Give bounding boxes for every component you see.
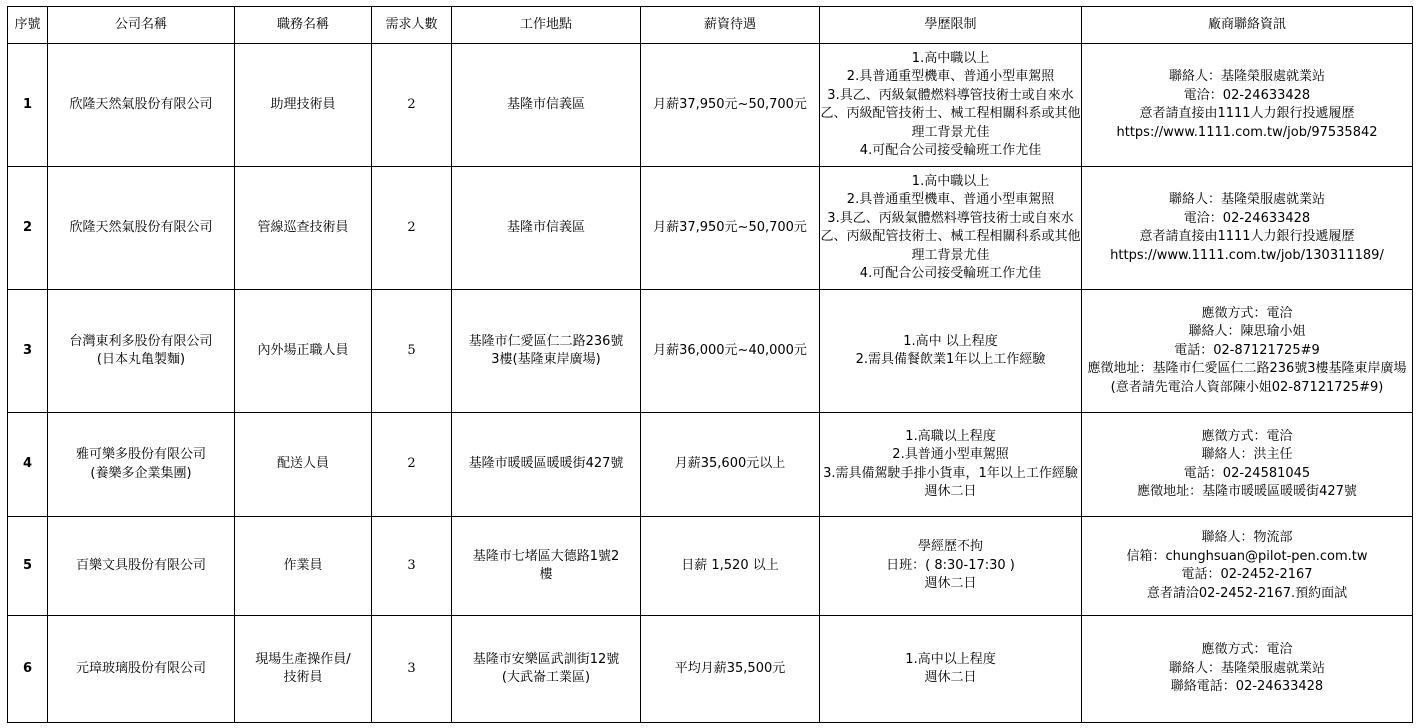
contact-info — [1082, 616, 1413, 723]
header-position: 職務名稱 — [235, 7, 372, 44]
salary: 月薪37,950元~50,700元 — [641, 44, 820, 167]
contact-line: 應徵方式：電洽 — [1201, 305, 1293, 321]
location-line: 基隆市信義區 — [506, 219, 585, 235]
row-number: 5 — [8, 517, 48, 616]
row-number: 3 — [8, 290, 48, 413]
contact-info — [1082, 44, 1413, 167]
salary: 月薪36,000元~40,000元 — [641, 290, 820, 413]
position-name — [235, 413, 372, 517]
contact-line: 電話：02-87121725#9 — [1174, 342, 1320, 358]
table-row — [8, 517, 1413, 616]
education-line: 1.高中 以上程度 — [903, 333, 998, 349]
email-link[interactable]: 信箱：chunghsuan@pilot-pen.com.tw — [1126, 548, 1368, 564]
table-row — [8, 413, 1413, 517]
company-name — [48, 616, 235, 723]
position-line: 配送人員 — [276, 456, 329, 472]
location-line: 基隆市安樂區武訓街12號 — [472, 651, 620, 667]
work-location — [452, 517, 641, 616]
contact-line: 電洽：02-24633428 — [1183, 87, 1311, 103]
position-line: 內外場正職人員 — [257, 342, 349, 358]
work-location — [452, 413, 641, 517]
position-line: 助理技術員 — [270, 96, 336, 112]
salary: 月薪37,950元~50,700元 — [641, 167, 820, 290]
contact-info — [1082, 167, 1413, 290]
job-link[interactable]: https://www.1111.com.tw/job/130311189/ — [1110, 247, 1384, 263]
contact-line: 意者請直接由1111人力銀行投遞履歷 — [1139, 229, 1355, 244]
contact-line: 意者請洽02-2452-2167.預約面試 — [1146, 585, 1348, 601]
education-line: 週休二日 — [924, 576, 977, 592]
header-count: 需求人數 — [372, 7, 452, 44]
header-contact: 廠商聯絡資訊 — [1082, 7, 1413, 44]
header-company: 公司名稱 — [48, 7, 235, 44]
position-line: 作業員 — [283, 557, 323, 573]
contact-line: 聯絡人：物流部 — [1201, 530, 1293, 545]
job-link[interactable]: https://www.1111.com.tw/job/97535842 — [1116, 124, 1378, 140]
contact-line: 應徵地址：基隆市仁愛區仁二路236號3樓基隆東岸廣場(意者請先電洽人資部陳小姐02-87121725#9) — [1087, 361, 1407, 395]
salary: 平均月薪35,500元 — [641, 616, 820, 723]
headcount: 2 — [372, 44, 452, 167]
location-line: 基隆市七堵區大德路1號2 — [472, 548, 620, 564]
contact-info — [1082, 290, 1413, 413]
company-name — [48, 290, 235, 413]
contact-line: 意者請直接由1111人力銀行投遞履歷 — [1139, 106, 1355, 121]
education-line: 週休二日 — [924, 670, 977, 685]
education-line: 3.具乙、丙級氣體燃料導管技術士或自來水乙、丙級配管技術士、械工程相關科系或其他理工背景尤佳 — [820, 210, 1081, 263]
work-location — [452, 44, 641, 167]
contact-line: 電話：02-24581045 — [1183, 465, 1311, 481]
row-number: 4 — [8, 413, 48, 517]
header-education: 學歷限制 — [820, 7, 1082, 44]
contact-line: 應徵方式：電洽 — [1201, 428, 1293, 444]
location-line: 3樓(基隆東岸廣場) — [491, 352, 601, 367]
education-requirements — [820, 517, 1082, 616]
education-line: 2.需具備餐飲業1年以上工作經驗 — [855, 352, 1046, 367]
education-requirements — [820, 167, 1082, 290]
education-line: 1.高中以上程度 — [905, 651, 996, 667]
table-row — [8, 290, 1413, 413]
company-line: 台灣東利多股份有限公司 — [69, 333, 213, 349]
header-no: 序號 — [8, 7, 48, 44]
company-line: 雅可樂多股份有限公司 — [75, 447, 206, 462]
company-line: 百樂文具股份有限公司 — [75, 557, 206, 573]
headcount: 5 — [372, 290, 452, 413]
headcount: 3 — [372, 616, 452, 723]
contact-info — [1082, 517, 1413, 616]
company-line: (養樂多企業集團) — [90, 465, 192, 481]
contact-line: 聯絡人：基隆榮服處就業站 — [1168, 660, 1325, 676]
headcount: 3 — [372, 517, 452, 616]
education-line: 4.可配合公司接受輪班工作尤佳 — [859, 266, 1042, 281]
company-name — [48, 517, 235, 616]
education-line: 2.具普通小型車駕照 — [892, 447, 1009, 462]
row-number: 6 — [8, 616, 48, 723]
work-location — [452, 290, 641, 413]
contact-line: 聯絡電話：02-24633428 — [1170, 679, 1324, 695]
company-name — [48, 44, 235, 167]
position-line: 現場生產操作員/ — [255, 651, 351, 667]
education-line: 1.高職以上程度 — [905, 428, 996, 444]
position-line: 管線巡查技術員 — [257, 219, 349, 235]
education-line: 1.高中職以上 — [911, 173, 990, 189]
company-line: 欣隆天然氣股份有限公司 — [69, 219, 213, 235]
position-name — [235, 44, 372, 167]
job-listing-table — [7, 6, 1413, 723]
education-line: 2.具普通重型機車、普通小型車駕照 — [846, 192, 1055, 207]
headcount: 2 — [372, 413, 452, 517]
header-salary: 薪資待遇 — [641, 7, 820, 44]
position-name — [235, 167, 372, 290]
salary: 月薪35,600元以上 — [641, 413, 820, 517]
header-row — [8, 7, 1413, 44]
row-number: 2 — [8, 167, 48, 290]
work-location — [452, 616, 641, 723]
contact-line: 應徵方式：電洽 — [1201, 642, 1293, 658]
education-line: 4.可配合公司接受輪班工作尤佳 — [859, 143, 1042, 158]
education-line: 週休二日 — [924, 484, 977, 499]
position-name — [235, 290, 372, 413]
education-line: 3.需具備駕駛手排小貨車，1年以上工作經驗 — [823, 465, 1078, 481]
education-line: 學經歷不拘 — [917, 539, 983, 555]
education-requirements — [820, 616, 1082, 723]
header-location: 工作地點 — [452, 7, 641, 44]
contact-line: 電洽：02-24633428 — [1183, 210, 1311, 226]
table-row — [8, 167, 1413, 290]
position-name — [235, 517, 372, 616]
contact-line: 聯絡人：基隆榮服處就業站 — [1168, 69, 1325, 84]
education-requirements — [820, 413, 1082, 517]
contact-line: 電話：02-2452-2167 — [1181, 567, 1313, 582]
contact-line: 應徵地址：基隆市暖暖區暖暖街427號 — [1137, 484, 1357, 499]
company-line: (日本丸亀製麵) — [96, 352, 186, 367]
company-name — [48, 167, 235, 290]
education-line: 1.高中職以上 — [911, 50, 990, 66]
location-line: 基隆市仁愛區仁二路236號 — [468, 333, 624, 349]
contact-info — [1082, 413, 1413, 517]
company-name — [48, 413, 235, 517]
position-name — [235, 616, 372, 723]
work-location — [452, 167, 641, 290]
table-row — [8, 44, 1413, 167]
education-line: 日班：( 8:30-17:30 ) — [886, 557, 1015, 573]
education-line: 3.具乙、丙級氣體燃料導管技術士或自來水乙、丙級配管技術士、械工程相關科系或其他理工背景尤佳 — [820, 87, 1081, 140]
headcount: 2 — [372, 167, 452, 290]
contact-line: 聯絡人：基隆榮服處就業站 — [1168, 192, 1325, 207]
salary: 日薪 1,520 以上 — [641, 517, 820, 616]
contact-line: 聯絡人：陳思瑜小姐 — [1188, 324, 1306, 340]
company-line: 元璋玻璃股份有限公司 — [75, 660, 206, 676]
education-line: 2.具普通重型機車、普通小型車駕照 — [846, 69, 1055, 84]
education-requirements — [820, 290, 1082, 413]
row-number: 1 — [8, 44, 48, 167]
location-line: (大武崙工業區) — [501, 670, 591, 685]
location-line: 基隆市信義區 — [506, 96, 585, 112]
contact-line: 聯絡人：洪主任 — [1201, 447, 1293, 462]
table-row — [8, 616, 1413, 723]
location-line: 樓 — [539, 567, 553, 582]
location-line: 基隆市暖暖區暖暖街427號 — [468, 456, 624, 472]
education-requirements — [820, 44, 1082, 167]
company-line: 欣隆天然氣股份有限公司 — [69, 96, 213, 112]
position-line: 技術員 — [283, 670, 323, 685]
